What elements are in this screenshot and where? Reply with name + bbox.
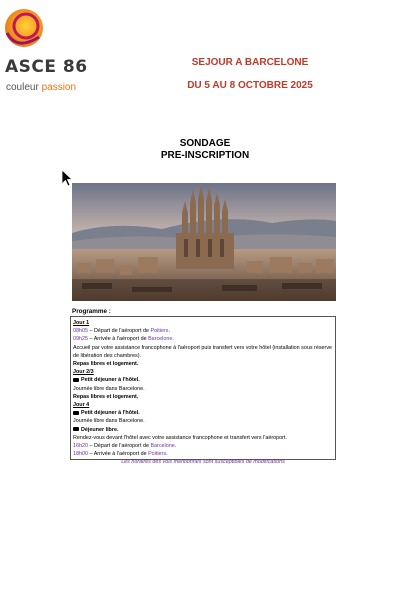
day-1-heading: Jour 1: [73, 320, 90, 326]
schedule-note: Les horaires des vols mentionnés sont susceptibles de modifications: [121, 459, 285, 466]
flight-arrival-line: 09h25 – Arrivée à l'aéroport de Barcelone.: [73, 336, 174, 343]
cutlery-icon: [73, 427, 79, 431]
transfer-line: Accueil par votre assistance francophone à l'aéroport puis transfert vers votre hôtel (installation sous réserve de libération des chambres).: [73, 344, 333, 359]
meeting-line: Rendez-vous devant l'hôtel avec votre assistance francophone et transfert vers l'aéroport.: [73, 434, 287, 441]
breakfast-line: Petit déjeuner à l'hôtel.: [73, 376, 333, 384]
logo-tagline: couleur passion: [6, 82, 77, 93]
cutlery-icon: [73, 378, 79, 382]
breakfast-line: Petit déjeuner à l'hôtel.: [73, 409, 333, 417]
sagrada-familia-image: [72, 183, 336, 301]
free-day-line: Journée libre dans Barcelone.: [73, 385, 145, 392]
return-arrival-line: 18h00 – Arrivée à l'aéroport de Poitiers.: [73, 451, 168, 458]
logo-name: ASCE 86: [5, 57, 88, 77]
free-day-line: Journée libre dans Barcelone.: [73, 418, 145, 425]
trip-dates: DU 5 AU 8 OCTOBRE 2025: [187, 80, 313, 91]
page-title: SONDAGE PRE-INSCRIPTION: [160, 138, 250, 161]
barcelona-photo: [72, 183, 336, 301]
logo-circle-icon: [3, 7, 47, 51]
meals-line: Repas libres et logement.: [73, 393, 139, 400]
meals-line: Repas libres et logement.: [73, 361, 139, 368]
day-4-heading: Jour 4: [73, 402, 90, 409]
trip-title: SEJOUR A BARCELONE: [191, 57, 309, 68]
asce-logo: [3, 7, 93, 93]
program-box: [70, 316, 336, 466]
cutlery-icon: [73, 411, 79, 415]
flight-departure-line: 08h05 – Départ de l'aéroport de Poitiers.: [73, 328, 170, 335]
return-departure-line: 16h20 – Départ de l'aéroport de Barcelone.: [73, 443, 177, 450]
lunch-line: Déjeuner libre.: [73, 426, 333, 434]
day-2-heading: Jour 2/3: [73, 369, 94, 376]
program-label: Programme :: [72, 308, 111, 315]
